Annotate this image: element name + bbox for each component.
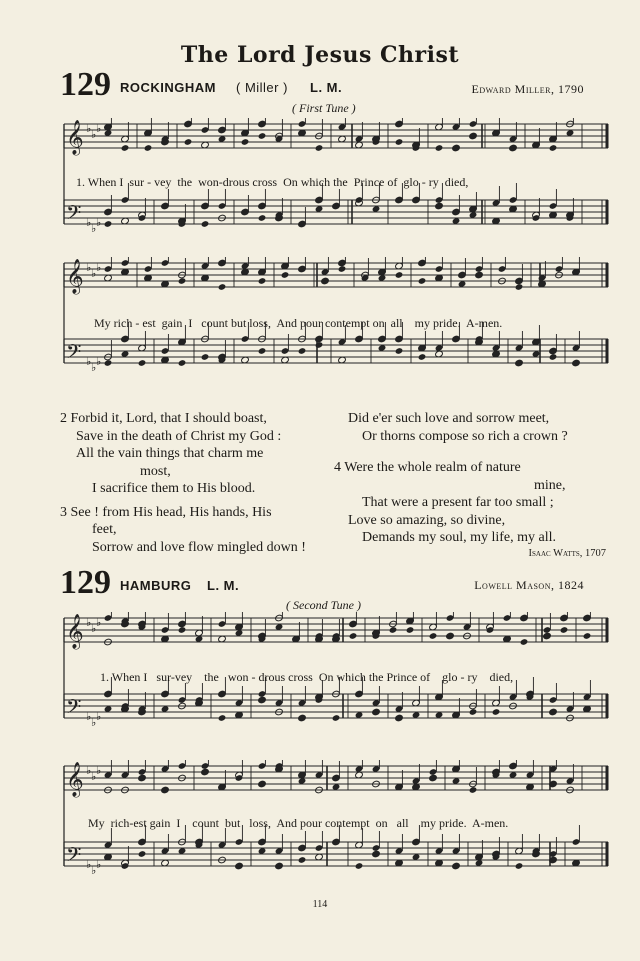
- notehead: [515, 283, 524, 291]
- notehead: [446, 632, 455, 640]
- notehead: [372, 850, 381, 858]
- tune-name: ROCKINGHAM: [120, 80, 216, 95]
- flat-icon: ♭: [86, 858, 92, 871]
- notehead: [218, 714, 227, 722]
- flat-icon: ♭: [96, 764, 102, 777]
- notehead: [332, 714, 341, 722]
- notehead: [549, 144, 558, 152]
- notehead: [372, 708, 381, 716]
- notehead: [258, 696, 267, 704]
- notehead: [520, 638, 529, 646]
- stanza-line: 2 Forbid it, Lord, that I should boast,: [60, 411, 267, 426]
- hymn-number: 129: [60, 66, 111, 103]
- notehead: [258, 780, 267, 788]
- notehead: [298, 347, 307, 355]
- stanza-line: Did e'er such love and sorrow meet,: [348, 411, 550, 426]
- stanzas-right: [334, 410, 568, 547]
- flat-icon: ♭: [96, 858, 102, 871]
- notehead: [395, 347, 404, 355]
- flat-icon: ♭: [91, 622, 97, 635]
- page-number: 114: [312, 899, 328, 910]
- flat-icon: ♭: [86, 710, 92, 723]
- notehead: [104, 220, 113, 228]
- notehead: [241, 138, 250, 146]
- flat-icon: ♭: [91, 361, 97, 374]
- notehead: [201, 220, 210, 228]
- tune-label: ( First Tune ): [292, 101, 356, 115]
- notehead: [355, 862, 364, 870]
- notehead: [144, 144, 153, 152]
- flat-icon: ♭: [86, 355, 92, 368]
- notehead: [298, 856, 307, 864]
- flat-icon: ♭: [91, 128, 97, 141]
- notehead: [338, 265, 347, 273]
- flat-icon: ♭: [96, 616, 102, 629]
- stanzas-left: [60, 410, 306, 556]
- notehead: [138, 774, 147, 782]
- notehead: [515, 359, 524, 367]
- notehead: [138, 359, 147, 367]
- composer: Lowell Mason, 1824: [474, 578, 584, 592]
- notehead: [406, 626, 415, 634]
- notehead: [395, 714, 404, 722]
- notehead: [161, 786, 170, 794]
- notehead: [178, 359, 187, 367]
- bass-clef-icon: 𝄢: [66, 201, 82, 229]
- bass-clef-icon: 𝄢: [66, 340, 82, 368]
- treble-clef-icon: 𝄞: [66, 259, 84, 294]
- notehead: [298, 714, 307, 722]
- treble-clef-icon: 𝄞: [66, 120, 84, 155]
- notehead: [475, 271, 484, 279]
- notehead: [321, 277, 330, 285]
- notehead: [469, 132, 478, 140]
- stanza-line: 3 See ! from His head, His hands, His: [60, 504, 272, 520]
- notehead: [104, 359, 113, 367]
- notehead: [281, 271, 290, 279]
- notehead: [275, 862, 284, 870]
- notehead: [549, 708, 558, 716]
- flat-icon: ♭: [86, 616, 92, 629]
- notehead: [435, 144, 444, 152]
- stanza-line: Sorrow and love flow mingled down !: [92, 539, 306, 555]
- flat-icon: ♭: [91, 267, 97, 280]
- notehead: [315, 144, 324, 152]
- tune-label: ( Second Tune ): [286, 598, 361, 612]
- flat-icon: ♭: [91, 222, 97, 235]
- notehead: [429, 632, 438, 640]
- tune-name: HAMBURG: [120, 578, 192, 593]
- notehead: [583, 632, 592, 640]
- lyric-line: 1. When I sur - vey the won-drous cross On which the Prince of glo - ry died,: [76, 175, 469, 189]
- notehead: [509, 144, 518, 152]
- treble-clef-icon: 𝄞: [66, 762, 84, 797]
- notehead: [201, 768, 210, 776]
- stanza-line: Or thorns compose so rich a crown ?: [362, 428, 568, 444]
- notehead: [389, 626, 398, 634]
- stanza-line: Demands my soul, my life, my all.: [362, 530, 557, 545]
- bass-clef-icon: 𝄢: [66, 843, 82, 871]
- notehead: [201, 353, 210, 361]
- flat-icon: ♭: [96, 216, 102, 229]
- notehead: [258, 214, 267, 222]
- notehead: [492, 708, 501, 716]
- notehead: [218, 283, 227, 291]
- notehead: [395, 271, 404, 279]
- notehead: [572, 359, 581, 367]
- notehead: [178, 626, 187, 634]
- lyric-line: My rich - est gain I count but loss, And pour contempt on all my pride. A-men.: [94, 316, 503, 330]
- notehead: [560, 626, 569, 634]
- notehead: [418, 353, 427, 361]
- notehead: [349, 632, 358, 640]
- notehead: [258, 277, 267, 285]
- notehead: [549, 353, 558, 361]
- flat-icon: ♭: [96, 122, 102, 135]
- flat-icon: ♭: [86, 261, 92, 274]
- page-title: The Lord Jesus Christ: [180, 42, 460, 68]
- flat-icon: ♭: [86, 216, 92, 229]
- flat-icon: ♭: [86, 764, 92, 777]
- lyric-line: My rich-est gain I count but loss, And pour contempt on all my pride. A-men.: [88, 816, 509, 830]
- notehead: [121, 144, 130, 152]
- notehead: [178, 277, 187, 285]
- notehead: [315, 341, 324, 349]
- flat-icon: ♭: [96, 355, 102, 368]
- stanza-line: Save in the death of Christ my God :: [76, 428, 282, 444]
- composer: Edward Miller, 1790: [471, 82, 584, 96]
- stanza-line: feet,: [92, 522, 117, 537]
- stanza-line: 4 Were the whole realm of nature: [334, 460, 521, 475]
- flat-icon: ♭: [96, 261, 102, 274]
- notehead: [184, 138, 193, 146]
- bass-clef-icon: 𝄢: [66, 695, 82, 723]
- tune-attribution: ( Miller ): [236, 80, 288, 95]
- text-author: Isaac Watts, 1707: [528, 548, 606, 559]
- notehead: [395, 138, 404, 146]
- notehead: [515, 862, 524, 870]
- stanza-line: Love so amazing, so divine,: [348, 512, 506, 528]
- stanza-line: most,: [140, 463, 171, 479]
- notehead: [469, 786, 478, 794]
- flat-icon: ♭: [86, 122, 92, 135]
- notehead: [418, 277, 427, 285]
- flat-icon: ♭: [91, 864, 97, 877]
- flat-icon: ♭: [91, 770, 97, 783]
- stanza-line: All the vain things that charm me: [76, 446, 264, 461]
- stanza-line: I sacrifice them to His blood.: [92, 481, 256, 496]
- hymn-number: 129: [60, 564, 111, 601]
- notehead: [429, 774, 438, 782]
- meter: L. M.: [207, 578, 240, 593]
- stanza-line: That were a present far too small ;: [362, 495, 554, 510]
- treble-clef-icon: 𝄞: [66, 614, 84, 649]
- notehead: [258, 347, 267, 355]
- notehead: [543, 632, 552, 640]
- lyric-line: 1. When I sur-vey the won - drous cross On which the Prince of glo - ry died,: [100, 670, 514, 684]
- notehead: [452, 862, 461, 870]
- notehead: [469, 708, 478, 716]
- flat-icon: ♭: [91, 716, 97, 729]
- stanza-line: mine,: [534, 477, 566, 493]
- notehead: [235, 862, 244, 870]
- notehead: [258, 132, 267, 140]
- flat-icon: ♭: [96, 710, 102, 723]
- notehead: [138, 850, 147, 858]
- meter: L. M.: [310, 80, 343, 95]
- notehead: [435, 202, 444, 210]
- notehead: [452, 144, 461, 152]
